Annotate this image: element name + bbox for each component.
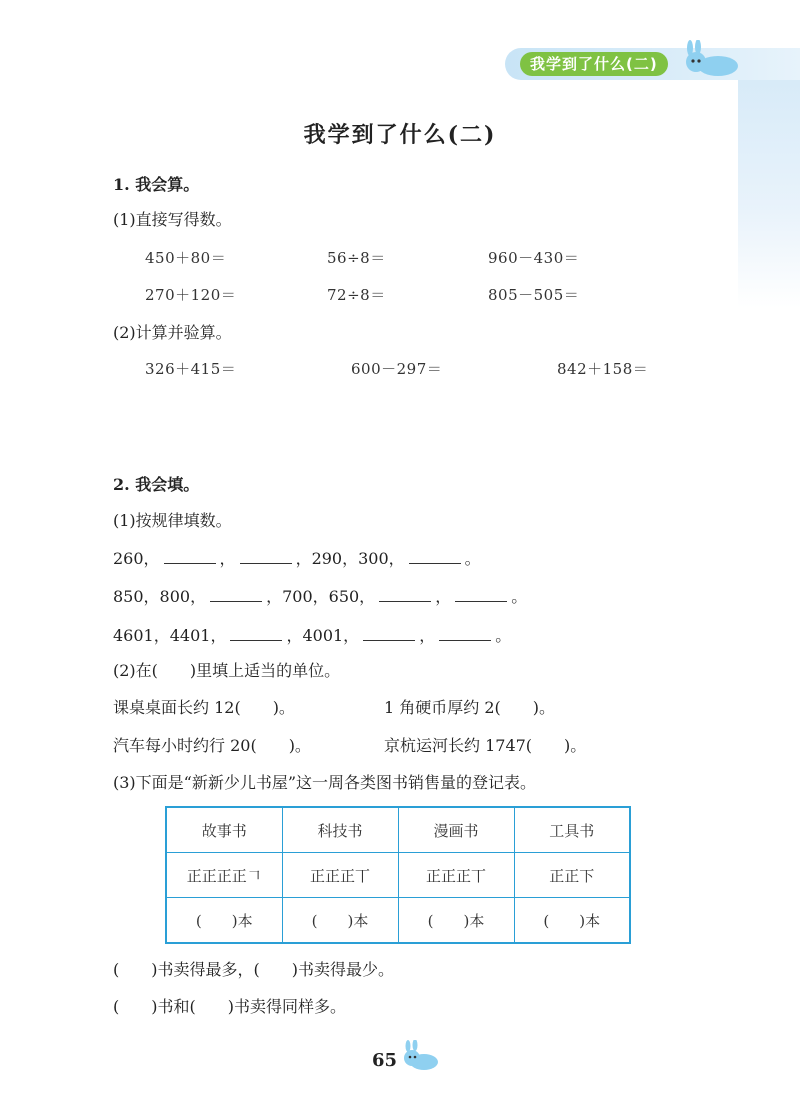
table-row (166, 898, 630, 944)
tally-cell: 正正正正𠃍 (166, 853, 282, 898)
unit-question: 京杭运河长约 1747( )。 (384, 736, 587, 755)
answer-cell[interactable]: ( )本 (398, 898, 514, 944)
verify-item: 842＋158＝ (557, 360, 649, 378)
table-row (166, 853, 630, 898)
verify-item: 600－297＝ (351, 360, 443, 378)
table-header-cell: 故事书 (166, 807, 282, 853)
fill-blank[interactable] (409, 549, 461, 564)
answer-cell[interactable]: ( )本 (166, 898, 282, 944)
section1-heading: 1. 我会算。 (113, 175, 200, 194)
calc-item: 960－430＝ (488, 249, 580, 267)
header-tab-label: 我学到了什么(二) (520, 52, 668, 76)
fill-blank[interactable] (230, 626, 282, 641)
fill-blank[interactable] (363, 626, 415, 641)
unit-question: 1 角硬币厚约 2( )。 (384, 698, 556, 717)
table-row (166, 807, 630, 853)
fill-blank[interactable] (164, 549, 216, 564)
fill-blank[interactable] (439, 626, 491, 641)
fill-blank[interactable] (210, 587, 262, 602)
sequence-row-1: 260， ， ，290，300， 。 (113, 549, 481, 568)
table-header-cell: 漫画书 (398, 807, 514, 853)
tally-cell: 正正下 (514, 853, 630, 898)
fill-blank[interactable] (379, 587, 431, 602)
bunny-mascot-icon (680, 40, 742, 80)
bunny-footer-icon (400, 1040, 442, 1074)
tally-cell: 正正正丅 (282, 853, 398, 898)
page-title: 我学到了什么(二) (303, 122, 497, 148)
page-number: 65 (372, 1050, 398, 1071)
table-header-cell: 科技书 (282, 807, 398, 853)
book-sales-table (165, 806, 631, 944)
fill-blank[interactable] (240, 549, 292, 564)
fill-blank[interactable] (455, 587, 507, 602)
answer-cell[interactable]: ( )本 (282, 898, 398, 944)
calc-item: 450＋80＝ (145, 249, 227, 267)
section2-part1-label: (1)按规律填数。 (113, 511, 232, 530)
calc-item: 805－505＝ (488, 286, 580, 304)
sequence-row-3: 4601，4401， ，4001， ， 。 (113, 626, 512, 645)
table-header-cell: 工具书 (514, 807, 630, 853)
unit-question: 汽车每小时约行 20( )。 (113, 736, 311, 755)
answer-cell[interactable]: ( )本 (514, 898, 630, 944)
side-decoration (738, 68, 800, 308)
unit-question: 课桌桌面长约 12( )。 (113, 698, 295, 717)
table-question: ( )书卖得最多，( )书卖得最少。 (113, 960, 394, 979)
calc-item: 270＋120＝ (145, 286, 237, 304)
section2-part3-label: (3)下面是“新新少儿书屋”这一周各类图书销售量的登记表。 (113, 773, 537, 792)
tally-cell: 正正正丅 (398, 853, 514, 898)
calc-item: 56÷8＝ (327, 249, 386, 267)
section1-part1-label: (1)直接写得数。 (113, 210, 232, 229)
section1-part2-label: (2)计算并验算。 (113, 323, 232, 342)
calc-item: 72÷8＝ (327, 286, 386, 304)
section2-heading: 2. 我会填。 (113, 475, 200, 494)
verify-item: 326＋415＝ (145, 360, 237, 378)
table-question: ( )书和( )书卖得同样多。 (113, 997, 346, 1016)
section2-part2-label: (2)在( )里填上适当的单位。 (113, 661, 341, 680)
sequence-row-2: 850，800， ，700，650， ， 。 (113, 587, 528, 606)
